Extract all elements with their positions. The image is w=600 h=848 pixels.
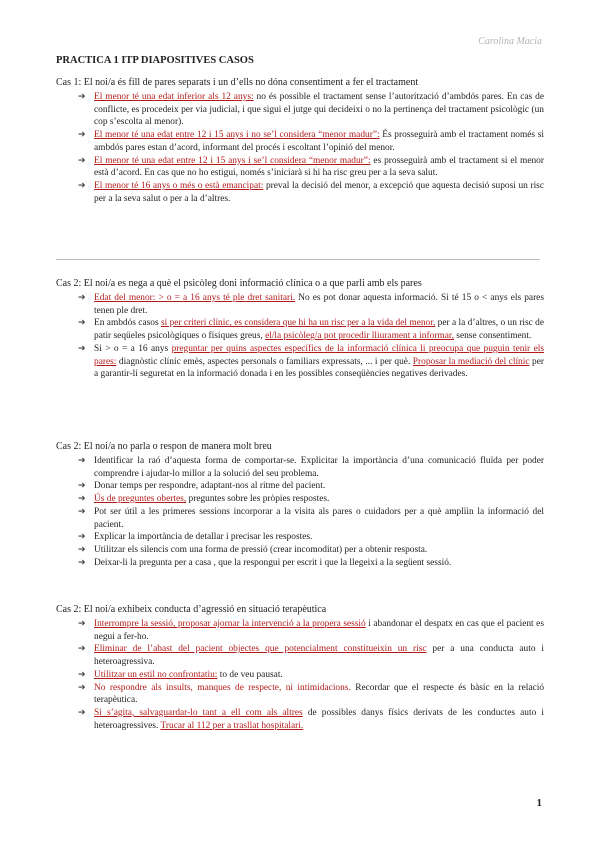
case-3-section — [56, 440, 544, 569]
list-item: ➔ En ambdós casos si per criteri clínic, es considera que hi ha un risc per a la vida del menor, per a la d’altres, o un risc de patir seqüeles psicològiques o físiques greus, el/la psicòleg/a pot procedir lliurament a informar, sense consentiment. — [78, 318, 544, 342]
list-item: ➔ El menor té una edat inferior als 12 anys: no és possible el tractament sense l’autorització d’ambdós pares. En cas de conflicte, es procedeix per via judicial, i que sigui el jutge qui decideixi o no la pertinença del tractament psicològic (un cop s’escolta al menor). — [78, 92, 544, 128]
arrow-icon: ➔ — [78, 343, 86, 354]
case-2-title: Cas 2: El noi/a es nega a què el psicòleg doni informació clínica o a que parli amb els pares — [56, 278, 422, 289]
list-item: ➔ Explicar la importància de detallar i precisar les respostes. — [78, 532, 313, 543]
list-item: ➔ No respondre als insults, manques de respecte, ni intimidacions. Recordar que el respecte és bàsic en la relació terapèutica. — [78, 682, 545, 706]
list-item: ➔ Deixar-li la pregunta per a casa , que la respongui per escrit i que la llegeixi a la següent sessió. — [78, 557, 452, 568]
arrow-icon: ➔ — [78, 92, 86, 102]
case-1-section — [56, 76, 544, 205]
arrow-icon: ➔ — [78, 532, 86, 543]
document-title: PRACTICA 1 ITP DIAPOSITIVES CASOS — [56, 55, 254, 66]
list-item: ➔ El menor té 16 anys o més o està emancipat: preval la decisió del menor, a excepció que aquesta decisió suposi un risc per a la seva salut o per a la d’altres. — [78, 180, 544, 204]
arrow-icon: ➔ — [78, 707, 86, 718]
case-4-title: Cas 2: El noi/a exhibeix conducta d’agressió en situació terapèutica — [56, 604, 327, 615]
page-number: 1 — [536, 797, 542, 809]
arrow-icon: ➔ — [78, 644, 86, 655]
arrow-icon: ➔ — [78, 456, 86, 466]
arrow-icon: ➔ — [78, 494, 86, 505]
case-3-title: Cas 2: El noi/a no parla o respon de manera molt breu — [56, 441, 272, 452]
arrow-icon: ➔ — [78, 293, 86, 303]
author-name: Carolina Macia — [478, 36, 542, 47]
list-item: ➔ Identificar la raó d’aquesta forma de comportar-se. Explicitar la importància d’una comunicació fluïda per poder comprendre i ajudar-lo millor a la solució del seu problema. — [78, 456, 544, 479]
list-item: ➔ El menor té una edat entre 12 i 15 anys i no se’l considera “menor madur”: És prosseguirà amb el tractament només si ambdós pares estan d’acord, informant del procés i escoltant l’opinió del menor. — [78, 130, 544, 153]
arrow-icon: ➔ — [78, 318, 86, 329]
list-item: ➔ Si > o = a 16 anys preguntar per quins aspectes específics de la informació clínica li preocupa que puguin tenir els pares: diagnòstic clínic emès, aspectes personals o familiars expressats, ... i per què. Proposar la mediació del clínic per a garantir-li seguretat en la informació donada i en les possibles conseqüències negatives derivades. — [78, 343, 544, 380]
case-2-section — [56, 277, 544, 381]
case-4-section — [56, 603, 544, 732]
arrow-icon: ➔ — [78, 155, 86, 166]
list-item: ➔ El menor té una edat entre 12 i 15 anys i se’l considera “menor madur”: es prosseguirà amb el tractament si el menor està d’acord. En cas que no ho estigui, només s’iniciarà si hi ha risc greu per a la seva salut. — [78, 155, 544, 179]
arrow-icon: ➔ — [78, 619, 86, 629]
list-item: ➔ Utilitzar els silencis com una forma de pressió (crear incomoditat) per a obtenir resposta. — [78, 544, 428, 555]
section-divider — [56, 259, 540, 260]
arrow-icon: ➔ — [78, 682, 86, 693]
arrow-icon: ➔ — [78, 130, 86, 141]
arrow-icon: ➔ — [78, 180, 86, 191]
list-item: ➔ Pot ser útil a les primeres sessions incorporar a la visita als pares o cuidadors per a què amplïin la informació del pacient. — [78, 506, 544, 530]
arrow-icon: ➔ — [78, 669, 86, 680]
list-item: ➔ Ús de preguntes obertes, preguntes sobre les pròpies respostes. — [78, 494, 330, 505]
list-item: ➔ Si s’agita, salvaguardar-lo tant a ell com als altres de possibles danys físics derivats de les conductes auto i heteroagressives. Trucar al 112 per a trasllat hospitalari. — [78, 707, 544, 731]
list-item: ➔ Eliminar de l’abast del pacient objectes que potencialment constitueixin un risc per a una conducta auto i heteroagressiva. — [78, 644, 544, 668]
list-item: ➔ Utilitzar un estil no confrontatiu: to de veu pausat. — [78, 669, 283, 680]
list-item: ➔ Interrompre la sessió, proposar ajornar la intervenció a la propera sessió i abandonar el despatx en cas que el pacient es negui a fer-ho. — [78, 619, 544, 642]
case-1-title: Cas 1: El noi/a és fill de pares separats i un d’ells no dóna consentiment a fer el tractament — [56, 77, 419, 88]
list-item: ➔ Donar temps per respondre, adaptant-nos al ritme del pacient. — [78, 481, 326, 492]
arrow-icon: ➔ — [78, 506, 86, 517]
list-item: ➔ Edat del menor: > o = a 16 anys té ple dret sanitari. No es pot donar aquesta informació. Si té 15 o < anys els pares tenen ple dret. — [78, 293, 544, 316]
arrow-icon: ➔ — [78, 557, 86, 568]
arrow-icon: ➔ — [78, 481, 86, 492]
arrow-icon: ➔ — [78, 544, 86, 555]
